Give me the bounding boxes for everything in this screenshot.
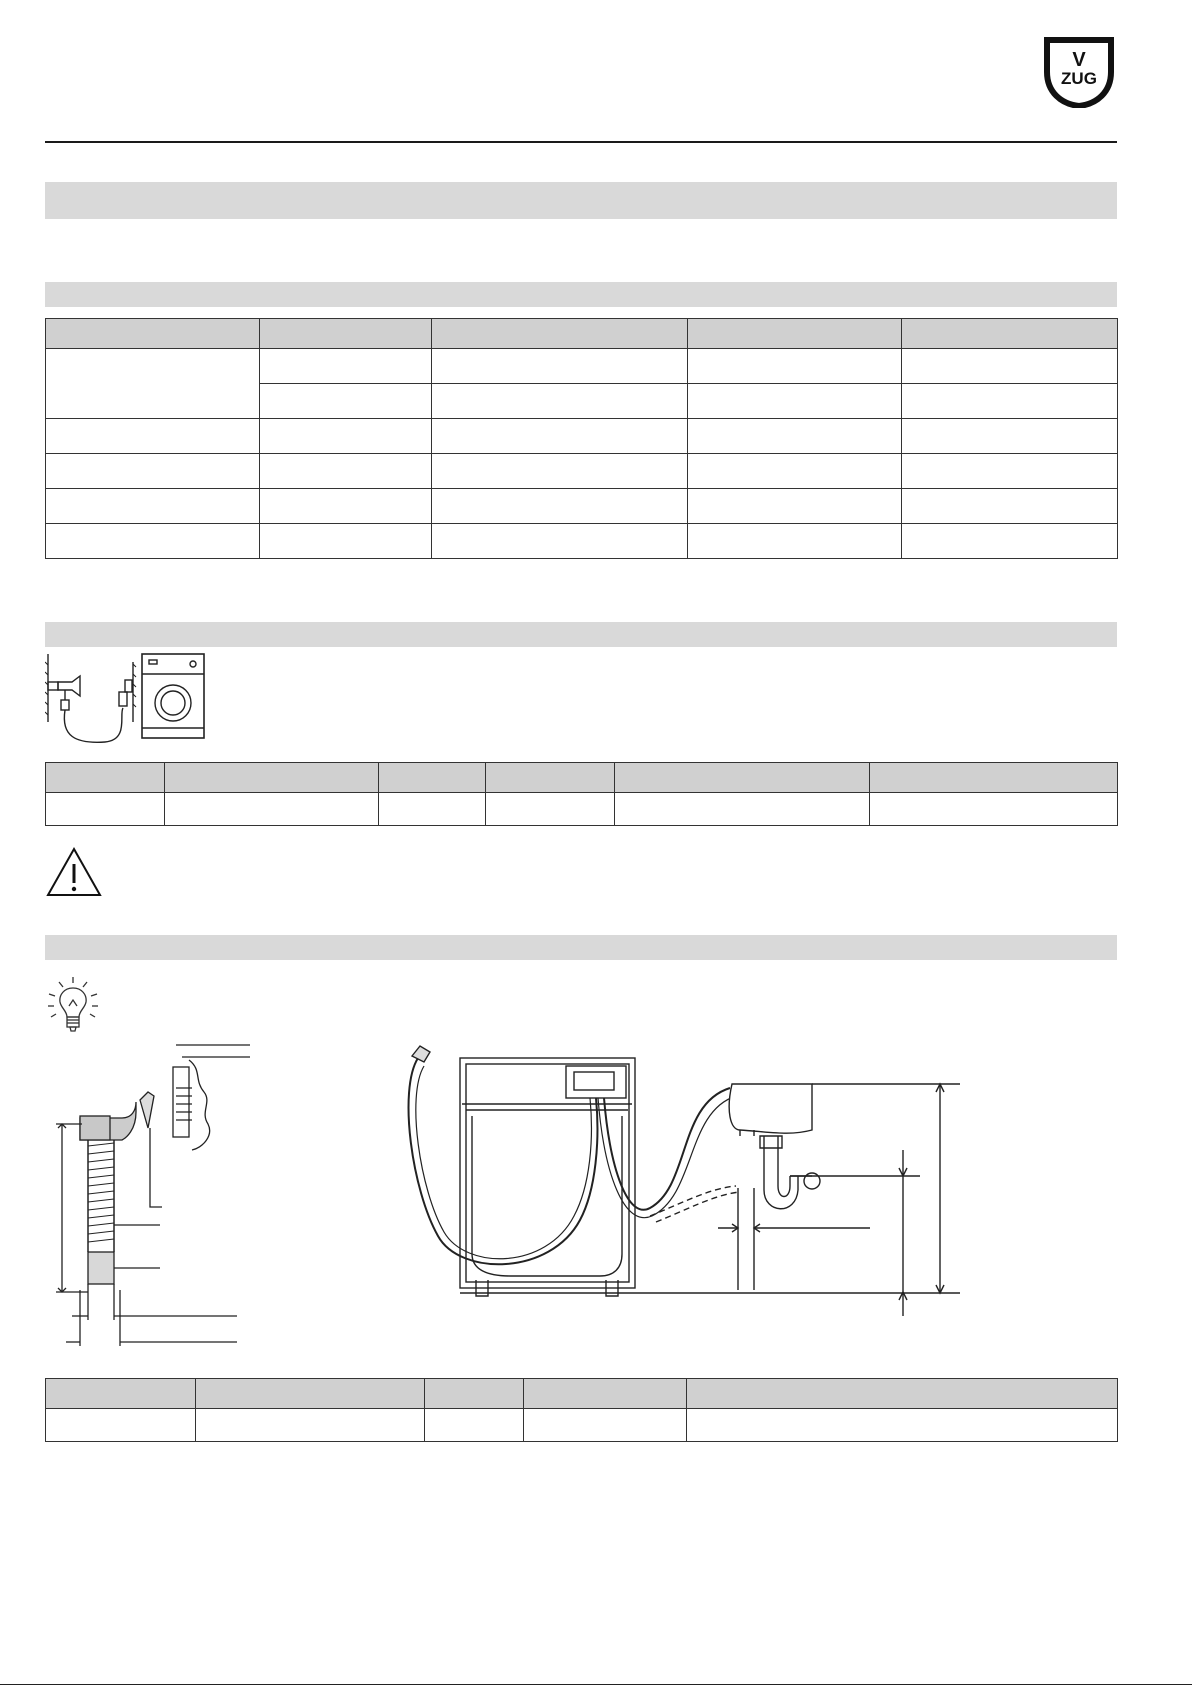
table-3 — [45, 1378, 1118, 1442]
warning-triangle-icon — [45, 846, 103, 898]
header-rule — [45, 141, 1117, 143]
table-row — [46, 419, 1118, 454]
table-1 — [45, 318, 1118, 559]
table-row — [46, 349, 1118, 384]
light-bulb-icon — [45, 976, 101, 1038]
table-row — [46, 524, 1118, 559]
table-row — [46, 319, 1118, 349]
section-1-bar — [45, 282, 1117, 307]
water-connection-illustration — [45, 652, 207, 746]
main-heading-bar — [45, 182, 1117, 219]
svg-text:ZUG: ZUG — [1061, 69, 1097, 88]
table-2 — [45, 762, 1118, 826]
table-row — [46, 489, 1118, 524]
svg-text:V: V — [1072, 49, 1086, 71]
drain-hose-diagram — [52, 1040, 252, 1352]
table-row — [46, 1409, 1118, 1442]
table-row — [46, 793, 1118, 826]
drain-installation-diagram — [400, 1040, 980, 1330]
table-row — [46, 1379, 1118, 1409]
section-2-bar — [45, 622, 1117, 647]
table-row — [46, 454, 1118, 489]
vzug-logo — [1043, 36, 1115, 108]
table-row — [46, 763, 1118, 793]
section-3-bar — [45, 935, 1117, 960]
